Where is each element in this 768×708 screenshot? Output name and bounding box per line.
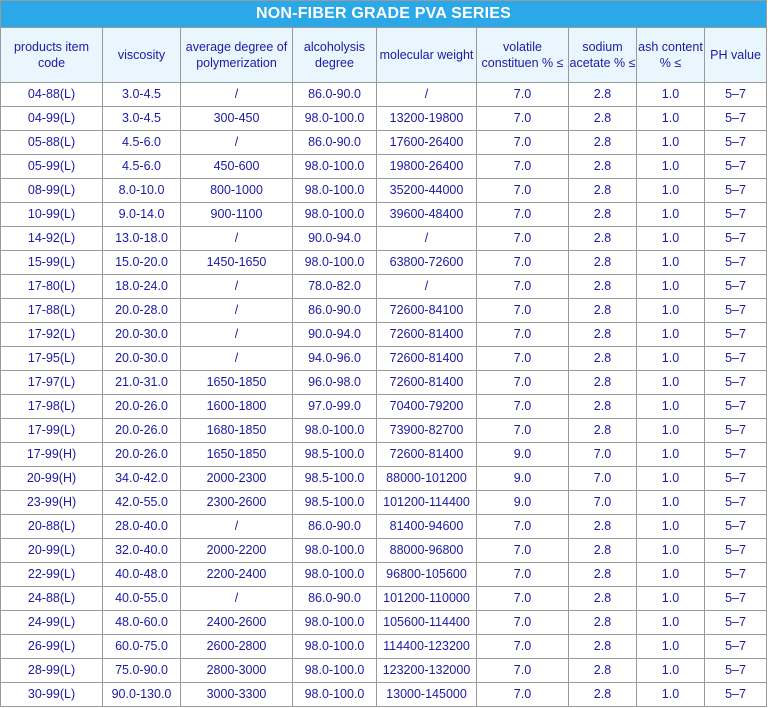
ph-value-cell: 5–7 — [705, 275, 767, 299]
ash-content-cell: 1.0 — [637, 155, 705, 179]
table-row — [1, 563, 767, 587]
table-row — [1, 683, 767, 707]
molecular-weight-cell: 72600-81400 — [377, 347, 477, 371]
sodium-acetate-cell: 7.0 — [569, 491, 637, 515]
ash-content-cell: 1.0 — [637, 371, 705, 395]
ash-content-cell: 1.0 — [637, 539, 705, 563]
alcoholysis-cell: 98.0-100.0 — [293, 251, 377, 275]
polymerization-cell: / — [181, 347, 293, 371]
ash-content-cell: 1.0 — [637, 635, 705, 659]
table-row — [1, 467, 767, 491]
ph-value-cell: 5–7 — [705, 539, 767, 563]
product-code-cell: 17-92(L) — [1, 323, 103, 347]
table-row — [1, 371, 767, 395]
product-code-cell: 17-99(L) — [1, 419, 103, 443]
product-code-cell: 23-99(H) — [1, 491, 103, 515]
ph-value-cell: 5–7 — [705, 683, 767, 707]
ph-value-cell: 5–7 — [705, 299, 767, 323]
alcoholysis-cell: 86.0-90.0 — [293, 83, 377, 107]
table-body — [1, 83, 767, 707]
table-row — [1, 131, 767, 155]
sodium-acetate-cell: 2.8 — [569, 107, 637, 131]
alcoholysis-cell: 90.0-94.0 — [293, 227, 377, 251]
molecular-weight-cell: 63800-72600 — [377, 251, 477, 275]
volatile-cell: 7.0 — [477, 683, 569, 707]
alcoholysis-cell: 98.0-100.0 — [293, 539, 377, 563]
table-row — [1, 659, 767, 683]
ash-content-cell: 1.0 — [637, 131, 705, 155]
volatile-cell: 7.0 — [477, 371, 569, 395]
table-row — [1, 107, 767, 131]
polymerization-cell: / — [181, 275, 293, 299]
alcoholysis-cell: 98.0-100.0 — [293, 611, 377, 635]
ash-content-cell: 1.0 — [637, 467, 705, 491]
title-row — [1, 1, 767, 28]
volatile-cell: 7.0 — [477, 251, 569, 275]
volatile-cell: 7.0 — [477, 395, 569, 419]
ph-value-cell: 5–7 — [705, 395, 767, 419]
molecular-weight-cell: 35200-44000 — [377, 179, 477, 203]
ash-content-cell: 1.0 — [637, 83, 705, 107]
alcoholysis-cell: 98.0-100.0 — [293, 659, 377, 683]
header-molecular-weight: molecular weight — [377, 28, 477, 83]
sodium-acetate-cell: 2.8 — [569, 275, 637, 299]
molecular-weight-cell: 13000-145000 — [377, 683, 477, 707]
viscosity-cell: 9.0-14.0 — [103, 203, 181, 227]
viscosity-cell: 48.0-60.0 — [103, 611, 181, 635]
product-code-cell: 05-88(L) — [1, 131, 103, 155]
sodium-acetate-cell: 2.8 — [569, 587, 637, 611]
sodium-acetate-cell: 2.8 — [569, 251, 637, 275]
ph-value-cell: 5–7 — [705, 587, 767, 611]
polymerization-cell: / — [181, 227, 293, 251]
polymerization-cell: 2000-2200 — [181, 539, 293, 563]
ash-content-cell: 1.0 — [637, 587, 705, 611]
volatile-cell: 7.0 — [477, 131, 569, 155]
table-row — [1, 611, 767, 635]
product-code-cell: 20-88(L) — [1, 515, 103, 539]
volatile-cell: 7.0 — [477, 539, 569, 563]
product-code-cell: 24-88(L) — [1, 587, 103, 611]
polymerization-cell: 1450-1650 — [181, 251, 293, 275]
polymerization-cell: 2800-3000 — [181, 659, 293, 683]
molecular-weight-cell: 13200-19800 — [377, 107, 477, 131]
sodium-acetate-cell: 2.8 — [569, 611, 637, 635]
ash-content-cell: 1.0 — [637, 395, 705, 419]
product-code-cell: 17-95(L) — [1, 347, 103, 371]
molecular-weight-cell: 17600-26400 — [377, 131, 477, 155]
molecular-weight-cell: 114400-123200 — [377, 635, 477, 659]
polymerization-cell: / — [181, 587, 293, 611]
viscosity-cell: 20.0-26.0 — [103, 419, 181, 443]
ash-content-cell: 1.0 — [637, 323, 705, 347]
ph-value-cell: 5–7 — [705, 443, 767, 467]
sodium-acetate-cell: 2.8 — [569, 659, 637, 683]
sodium-acetate-cell: 2.8 — [569, 419, 637, 443]
volatile-cell: 7.0 — [477, 347, 569, 371]
ph-value-cell: 5–7 — [705, 155, 767, 179]
molecular-weight-cell: 101200-114400 — [377, 491, 477, 515]
table-row — [1, 323, 767, 347]
volatile-cell: 7.0 — [477, 611, 569, 635]
table-row — [1, 419, 767, 443]
viscosity-cell: 34.0-42.0 — [103, 467, 181, 491]
ph-value-cell: 5–7 — [705, 371, 767, 395]
molecular-weight-cell: 88000-96800 — [377, 539, 477, 563]
product-code-cell: 08-99(L) — [1, 179, 103, 203]
ash-content-cell: 1.0 — [637, 227, 705, 251]
viscosity-cell: 40.0-48.0 — [103, 563, 181, 587]
polymerization-cell: 2000-2300 — [181, 467, 293, 491]
polymerization-cell: 2400-2600 — [181, 611, 293, 635]
ash-content-cell: 1.0 — [637, 179, 705, 203]
alcoholysis-cell: 86.0-90.0 — [293, 131, 377, 155]
header-alcoholysis: alcoholysis degree — [293, 28, 377, 83]
sodium-acetate-cell: 2.8 — [569, 683, 637, 707]
sodium-acetate-cell: 2.8 — [569, 83, 637, 107]
header-viscosity: viscosity — [103, 28, 181, 83]
volatile-cell: 9.0 — [477, 491, 569, 515]
ash-content-cell: 1.0 — [637, 683, 705, 707]
volatile-cell: 9.0 — [477, 467, 569, 491]
ash-content-cell: 1.0 — [637, 107, 705, 131]
molecular-weight-cell: 72600-81400 — [377, 323, 477, 347]
sodium-acetate-cell: 2.8 — [569, 131, 637, 155]
molecular-weight-cell: 88000-101200 — [377, 467, 477, 491]
viscosity-cell: 20.0-30.0 — [103, 347, 181, 371]
polymerization-cell: 1650-1850 — [181, 371, 293, 395]
ash-content-cell: 1.0 — [637, 419, 705, 443]
sodium-acetate-cell: 2.8 — [569, 299, 637, 323]
sodium-acetate-cell: 7.0 — [569, 443, 637, 467]
viscosity-cell: 3.0-4.5 — [103, 83, 181, 107]
polymerization-cell: / — [181, 131, 293, 155]
viscosity-cell: 20.0-30.0 — [103, 323, 181, 347]
product-code-cell: 17-98(L) — [1, 395, 103, 419]
table-row — [1, 227, 767, 251]
polymerization-cell: / — [181, 83, 293, 107]
polymerization-cell: 1600-1800 — [181, 395, 293, 419]
volatile-cell: 7.0 — [477, 83, 569, 107]
viscosity-cell: 75.0-90.0 — [103, 659, 181, 683]
volatile-cell: 7.0 — [477, 323, 569, 347]
volatile-cell: 7.0 — [477, 203, 569, 227]
ph-value-cell: 5–7 — [705, 83, 767, 107]
ash-content-cell: 1.0 — [637, 611, 705, 635]
table-row — [1, 275, 767, 299]
table-row — [1, 83, 767, 107]
viscosity-cell: 20.0-26.0 — [103, 443, 181, 467]
molecular-weight-cell: 72600-81400 — [377, 371, 477, 395]
header-volatile: volatile constituen % ≤ — [477, 28, 569, 83]
volatile-cell: 7.0 — [477, 275, 569, 299]
sodium-acetate-cell: 2.8 — [569, 395, 637, 419]
table-row — [1, 491, 767, 515]
alcoholysis-cell: 98.0-100.0 — [293, 107, 377, 131]
volatile-cell: 7.0 — [477, 587, 569, 611]
table-row — [1, 155, 767, 179]
product-code-cell: 04-88(L) — [1, 83, 103, 107]
ph-value-cell: 5–7 — [705, 491, 767, 515]
sodium-acetate-cell: 2.8 — [569, 227, 637, 251]
product-code-cell: 20-99(H) — [1, 467, 103, 491]
header-row — [1, 28, 767, 83]
sodium-acetate-cell: 7.0 — [569, 467, 637, 491]
alcoholysis-cell: 98.5-100.0 — [293, 467, 377, 491]
alcoholysis-cell: 86.0-90.0 — [293, 587, 377, 611]
product-code-cell: 05-99(L) — [1, 155, 103, 179]
product-code-cell: 20-99(L) — [1, 539, 103, 563]
ash-content-cell: 1.0 — [637, 659, 705, 683]
polymerization-cell: 2200-2400 — [181, 563, 293, 587]
viscosity-cell: 20.0-28.0 — [103, 299, 181, 323]
sodium-acetate-cell: 2.8 — [569, 515, 637, 539]
volatile-cell: 7.0 — [477, 635, 569, 659]
table-row — [1, 179, 767, 203]
product-code-cell: 14-92(L) — [1, 227, 103, 251]
molecular-weight-cell: 39600-48400 — [377, 203, 477, 227]
volatile-cell: 7.0 — [477, 419, 569, 443]
sodium-acetate-cell: 2.8 — [569, 563, 637, 587]
product-code-cell: 17-80(L) — [1, 275, 103, 299]
table-row — [1, 515, 767, 539]
table-row — [1, 443, 767, 467]
viscosity-cell: 90.0-130.0 — [103, 683, 181, 707]
polymerization-cell: 3000-3300 — [181, 683, 293, 707]
alcoholysis-cell: 86.0-90.0 — [293, 299, 377, 323]
ash-content-cell: 1.0 — [637, 203, 705, 227]
ash-content-cell: 1.0 — [637, 515, 705, 539]
molecular-weight-cell: 81400-94600 — [377, 515, 477, 539]
ph-value-cell: 5–7 — [705, 467, 767, 491]
molecular-weight-cell: 73900-82700 — [377, 419, 477, 443]
product-code-cell: 17-99(H) — [1, 443, 103, 467]
polymerization-cell: 1680-1850 — [181, 419, 293, 443]
viscosity-cell: 32.0-40.0 — [103, 539, 181, 563]
volatile-cell: 7.0 — [477, 515, 569, 539]
ph-value-cell: 5–7 — [705, 419, 767, 443]
alcoholysis-cell: 94.0-96.0 — [293, 347, 377, 371]
ph-value-cell: 5–7 — [705, 323, 767, 347]
sodium-acetate-cell: 2.8 — [569, 203, 637, 227]
table-row — [1, 395, 767, 419]
ph-value-cell: 5–7 — [705, 515, 767, 539]
ph-value-cell: 5–7 — [705, 635, 767, 659]
molecular-weight-cell: / — [377, 83, 477, 107]
table-row — [1, 539, 767, 563]
viscosity-cell: 42.0-55.0 — [103, 491, 181, 515]
header-ph-value: PH value — [705, 28, 767, 83]
polymerization-cell: 450-600 — [181, 155, 293, 179]
polymerization-cell: 300-450 — [181, 107, 293, 131]
alcoholysis-cell: 98.0-100.0 — [293, 203, 377, 227]
ash-content-cell: 1.0 — [637, 491, 705, 515]
alcoholysis-cell: 98.0-100.0 — [293, 179, 377, 203]
molecular-weight-cell: 19800-26400 — [377, 155, 477, 179]
volatile-cell: 7.0 — [477, 227, 569, 251]
polymerization-cell: 900-1100 — [181, 203, 293, 227]
header-product-code: products item code — [1, 28, 103, 83]
ph-value-cell: 5–7 — [705, 611, 767, 635]
sodium-acetate-cell: 2.8 — [569, 179, 637, 203]
ph-value-cell: 5–7 — [705, 251, 767, 275]
viscosity-cell: 4.5-6.0 — [103, 155, 181, 179]
sodium-acetate-cell: 2.8 — [569, 539, 637, 563]
volatile-cell: 7.0 — [477, 179, 569, 203]
molecular-weight-cell: 96800-105600 — [377, 563, 477, 587]
ph-value-cell: 5–7 — [705, 107, 767, 131]
volatile-cell: 7.0 — [477, 299, 569, 323]
alcoholysis-cell: 86.0-90.0 — [293, 515, 377, 539]
product-code-cell: 24-99(L) — [1, 611, 103, 635]
molecular-weight-cell: 70400-79200 — [377, 395, 477, 419]
table-row — [1, 203, 767, 227]
product-code-cell: 22-99(L) — [1, 563, 103, 587]
product-code-cell: 28-99(L) — [1, 659, 103, 683]
viscosity-cell: 13.0-18.0 — [103, 227, 181, 251]
viscosity-cell: 3.0-4.5 — [103, 107, 181, 131]
molecular-weight-cell: / — [377, 275, 477, 299]
molecular-weight-cell: 123200-132000 — [377, 659, 477, 683]
ash-content-cell: 1.0 — [637, 563, 705, 587]
alcoholysis-cell: 98.0-100.0 — [293, 683, 377, 707]
alcoholysis-cell: 98.0-100.0 — [293, 635, 377, 659]
viscosity-cell: 4.5-6.0 — [103, 131, 181, 155]
viscosity-cell: 40.0-55.0 — [103, 587, 181, 611]
ph-value-cell: 5–7 — [705, 347, 767, 371]
sodium-acetate-cell: 2.8 — [569, 371, 637, 395]
polymerization-cell: 1650-1850 — [181, 443, 293, 467]
viscosity-cell: 20.0-26.0 — [103, 395, 181, 419]
polymerization-cell: 2600-2800 — [181, 635, 293, 659]
ph-value-cell: 5–7 — [705, 131, 767, 155]
alcoholysis-cell: 98.0-100.0 — [293, 155, 377, 179]
volatile-cell: 7.0 — [477, 563, 569, 587]
table-row — [1, 299, 767, 323]
viscosity-cell: 28.0-40.0 — [103, 515, 181, 539]
alcoholysis-cell: 98.5-100.0 — [293, 491, 377, 515]
molecular-weight-cell: 105600-114400 — [377, 611, 477, 635]
volatile-cell: 7.0 — [477, 107, 569, 131]
table-row — [1, 251, 767, 275]
viscosity-cell: 15.0-20.0 — [103, 251, 181, 275]
ash-content-cell: 1.0 — [637, 275, 705, 299]
alcoholysis-cell: 96.0-98.0 — [293, 371, 377, 395]
sodium-acetate-cell: 2.8 — [569, 155, 637, 179]
viscosity-cell: 60.0-75.0 — [103, 635, 181, 659]
table-row — [1, 587, 767, 611]
polymerization-cell: 800-1000 — [181, 179, 293, 203]
volatile-cell: 9.0 — [477, 443, 569, 467]
polymerization-cell: / — [181, 299, 293, 323]
viscosity-cell: 21.0-31.0 — [103, 371, 181, 395]
molecular-weight-cell: 72600-84100 — [377, 299, 477, 323]
ph-value-cell: 5–7 — [705, 659, 767, 683]
polymerization-cell: 2300-2600 — [181, 491, 293, 515]
alcoholysis-cell: 98.5-100.0 — [293, 443, 377, 467]
header-sodium-acetate: sodium acetate % ≤ — [569, 28, 637, 83]
polymerization-cell: / — [181, 323, 293, 347]
volatile-cell: 7.0 — [477, 155, 569, 179]
alcoholysis-cell: 78.0-82.0 — [293, 275, 377, 299]
ph-value-cell: 5–7 — [705, 179, 767, 203]
product-code-cell: 30-99(L) — [1, 683, 103, 707]
ph-value-cell: 5–7 — [705, 203, 767, 227]
sodium-acetate-cell: 2.8 — [569, 323, 637, 347]
alcoholysis-cell: 90.0-94.0 — [293, 323, 377, 347]
product-code-cell: 17-97(L) — [1, 371, 103, 395]
ash-content-cell: 1.0 — [637, 347, 705, 371]
volatile-cell: 7.0 — [477, 659, 569, 683]
product-code-cell: 26-99(L) — [1, 635, 103, 659]
viscosity-cell: 8.0-10.0 — [103, 179, 181, 203]
polymerization-cell: / — [181, 515, 293, 539]
sodium-acetate-cell: 2.8 — [569, 347, 637, 371]
molecular-weight-cell: / — [377, 227, 477, 251]
viscosity-cell: 18.0-24.0 — [103, 275, 181, 299]
product-code-cell: 15-99(L) — [1, 251, 103, 275]
header-polymerization: average degree of polymerization — [181, 28, 293, 83]
ash-content-cell: 1.0 — [637, 443, 705, 467]
sodium-acetate-cell: 2.8 — [569, 635, 637, 659]
alcoholysis-cell: 98.0-100.0 — [293, 419, 377, 443]
table-title: NON-FIBER GRADE PVA SERIES — [1, 1, 767, 28]
product-code-cell: 17-88(L) — [1, 299, 103, 323]
alcoholysis-cell: 97.0-99.0 — [293, 395, 377, 419]
header-ash-content: ash content % ≤ — [637, 28, 705, 83]
molecular-weight-cell: 72600-81400 — [377, 443, 477, 467]
product-code-cell: 10-99(L) — [1, 203, 103, 227]
table-row — [1, 347, 767, 371]
ash-content-cell: 1.0 — [637, 299, 705, 323]
ph-value-cell: 5–7 — [705, 563, 767, 587]
alcoholysis-cell: 98.0-100.0 — [293, 563, 377, 587]
ash-content-cell: 1.0 — [637, 251, 705, 275]
table-row — [1, 635, 767, 659]
molecular-weight-cell: 101200-110000 — [377, 587, 477, 611]
ph-value-cell: 5–7 — [705, 227, 767, 251]
product-code-cell: 04-99(L) — [1, 107, 103, 131]
